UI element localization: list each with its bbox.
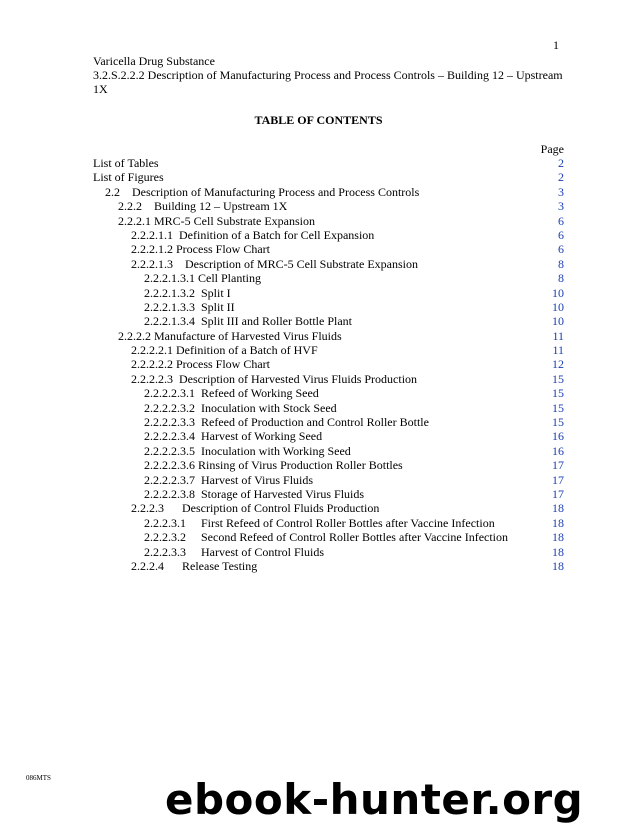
toc-entry[interactable] xyxy=(93,458,564,472)
toc-entry-title: 2.2.2.3.3 Harvest of Control Fluids xyxy=(144,544,324,559)
toc-entry[interactable] xyxy=(93,530,564,544)
toc-entry-page-link[interactable]: 17 xyxy=(552,458,564,473)
toc-entry-page-link[interactable]: 11 xyxy=(552,328,564,343)
toc-entry[interactable] xyxy=(93,156,564,170)
toc-entry-title: 2.2.2.1.3 Description of MRC-5 Cell Substrate Expansion xyxy=(131,256,418,271)
toc-entry-title: 2.2.2.1.2 Process Flow Chart xyxy=(131,242,270,257)
toc-entry-title: 2.2.2.3.1 First Refeed of Control Roller Bottles after Vaccine Infection xyxy=(144,515,495,530)
header-line-1: Varicella Drug Substance xyxy=(93,54,215,68)
toc-entry[interactable] xyxy=(93,372,564,386)
toc-entry-title: 2.2.2.3.2 Second Refeed of Control Roller Bottles after Vaccine Infection xyxy=(144,530,509,545)
toc-entry-page-link[interactable]: 18 xyxy=(552,530,564,545)
toc-entry-page-link[interactable]: 6 xyxy=(558,227,564,242)
toc-entry-page-link[interactable]: 15 xyxy=(552,386,564,401)
toc-entry-title: 2.2.2.2.3.3 Refeed of Production and Control Roller Bottle xyxy=(144,415,429,430)
toc-entry-page-link[interactable]: 15 xyxy=(552,415,564,430)
toc-entry-title: 2.2.2.2.3.2 Inoculation with Stock Seed xyxy=(144,400,337,415)
toc-entry-title: 2.2 Description of Manufacturing Process and Process Controls xyxy=(105,184,420,199)
footer-code: 086MTS xyxy=(26,774,51,782)
toc-entry-title: 2.2.2.2.3.4 Harvest of Working Seed xyxy=(144,429,323,444)
toc-entry-page-link[interactable]: 18 xyxy=(552,515,564,530)
toc-entry-title: List of Tables xyxy=(93,156,159,170)
toc-entry-title: 2.2.2.2.1 Definition of a Batch of HVF xyxy=(131,343,318,358)
toc-entry[interactable] xyxy=(93,473,564,487)
toc-list xyxy=(93,156,564,573)
toc-entry-page-link[interactable]: 2 xyxy=(558,156,564,170)
page-column-label: Page xyxy=(540,142,564,156)
toc-entry-page-link[interactable]: 16 xyxy=(552,443,564,458)
toc-entry-title: 2.2.2.2.2 Process Flow Chart xyxy=(131,357,270,372)
toc-entry-title: 2.2.2.2.3 Description of Harvested Virus Fluids Production xyxy=(131,371,418,386)
toc-entry[interactable] xyxy=(93,545,564,559)
toc-entry-title: 2.2.2.1.3.4 Split III and Roller Bottle Plant xyxy=(144,314,352,329)
toc-entry-title: 2.2.2.1 MRC-5 Cell Substrate Expansion xyxy=(118,213,315,228)
toc-entry-title: 2.2.2.2.3.5 Inoculation with Working Seed xyxy=(144,443,351,458)
toc-entry-title: 2.2.2.1.3.3 Split II xyxy=(144,299,235,314)
toc-entry[interactable] xyxy=(93,329,564,343)
toc-entry-page-link[interactable]: 10 xyxy=(552,299,564,314)
toc-entry[interactable] xyxy=(93,357,564,371)
toc-entry-title: 2.2.2 Building 12 – Upstream 1X xyxy=(118,199,288,214)
toc-entry-title: 2.2.2.1.1 Definition of a Batch for Cell Expansion xyxy=(131,227,375,242)
toc-entry[interactable] xyxy=(93,314,564,328)
toc-entry-page-link[interactable]: 15 xyxy=(552,400,564,415)
toc-entry-title: 2.2.2.1.3.1 Cell Planting xyxy=(144,271,261,286)
toc-entry-title: 2.2.2.2.3.1 Refeed of Working Seed xyxy=(144,386,319,401)
toc-entry[interactable] xyxy=(93,516,564,530)
toc-entry[interactable] xyxy=(93,228,564,242)
toc-entry-page-link[interactable]: 18 xyxy=(552,558,564,573)
toc-entry[interactable] xyxy=(93,214,564,228)
toc-entry-title: List of Figures xyxy=(93,170,164,185)
toc-entry[interactable] xyxy=(93,257,564,271)
toc-entry-page-link[interactable]: 12 xyxy=(552,357,564,372)
toc-entry-page-link[interactable]: 17 xyxy=(552,472,564,487)
toc-entry-page-link[interactable]: 6 xyxy=(558,213,564,228)
toc-entry[interactable] xyxy=(93,271,564,285)
toc-entry-page-link[interactable]: 2 xyxy=(558,170,564,185)
toc-entry-page-link[interactable]: 8 xyxy=(558,256,564,271)
watermark: ebook-hunter.org xyxy=(165,775,584,824)
toc-entry-title: 2.2.2.2.3.7 Harvest of Virus Fluids xyxy=(144,472,314,487)
toc-entry-page-link[interactable]: 11 xyxy=(552,343,564,358)
toc-entry-title: 2.2.2.2 Manufacture of Harvested Virus Fluids xyxy=(118,328,342,343)
toc-entry-page-link[interactable]: 8 xyxy=(558,271,564,286)
toc-entry[interactable] xyxy=(93,170,564,184)
toc-entry-page-link[interactable]: 16 xyxy=(552,429,564,444)
toc-entry[interactable] xyxy=(93,559,564,573)
toc-entry[interactable] xyxy=(93,185,564,199)
toc-entry[interactable] xyxy=(93,386,564,400)
toc-entry-page-link[interactable]: 6 xyxy=(558,242,564,257)
toc-entry[interactable] xyxy=(93,343,564,357)
toc-entry[interactable] xyxy=(93,444,564,458)
toc-entry[interactable] xyxy=(93,242,564,256)
toc-entry-page-link[interactable]: 18 xyxy=(552,544,564,559)
toc-entry-page-link[interactable]: 3 xyxy=(558,184,564,199)
toc-entry[interactable] xyxy=(93,300,564,314)
toc-entry-page-link[interactable]: 18 xyxy=(552,501,564,516)
toc-entry-page-link[interactable]: 3 xyxy=(558,199,564,214)
toc-entry-title: 2.2.2.2.3.8 Storage of Harvested Virus Fluids xyxy=(144,486,365,501)
toc-entry-page-link[interactable]: 17 xyxy=(552,486,564,501)
toc-entry[interactable] xyxy=(93,286,564,300)
document-header xyxy=(93,54,573,96)
toc-title: TABLE OF CONTENTS xyxy=(254,113,383,127)
header-line-2: 3.2.S.2.2.2 Description of Manufacturing Process and Process Controls – Building 12 – Upstream 1X xyxy=(93,68,563,96)
toc-entry[interactable] xyxy=(93,429,564,443)
toc-entry-page-link[interactable]: 10 xyxy=(552,314,564,329)
toc-entry[interactable] xyxy=(93,199,564,213)
toc-entry-page-link[interactable]: 15 xyxy=(552,371,564,386)
toc-entry-page-link[interactable]: 10 xyxy=(552,285,564,300)
toc-entry-title: 2.2.2.4 Release Testing xyxy=(131,558,258,573)
toc-entry[interactable] xyxy=(93,415,564,429)
toc-entry-title: 2.2.2.2.3.6 Rinsing of Virus Production Roller Bottles xyxy=(144,458,403,473)
toc-entry[interactable] xyxy=(93,401,564,415)
toc-entry-title: 2.2.2.1.3.2 Split I xyxy=(144,285,231,300)
page-number: 1 xyxy=(553,38,559,52)
toc-entry[interactable] xyxy=(93,487,564,501)
toc-entry-title: 2.2.2.3 Description of Control Fluids Production xyxy=(131,501,380,516)
toc-entry[interactable] xyxy=(93,501,564,515)
